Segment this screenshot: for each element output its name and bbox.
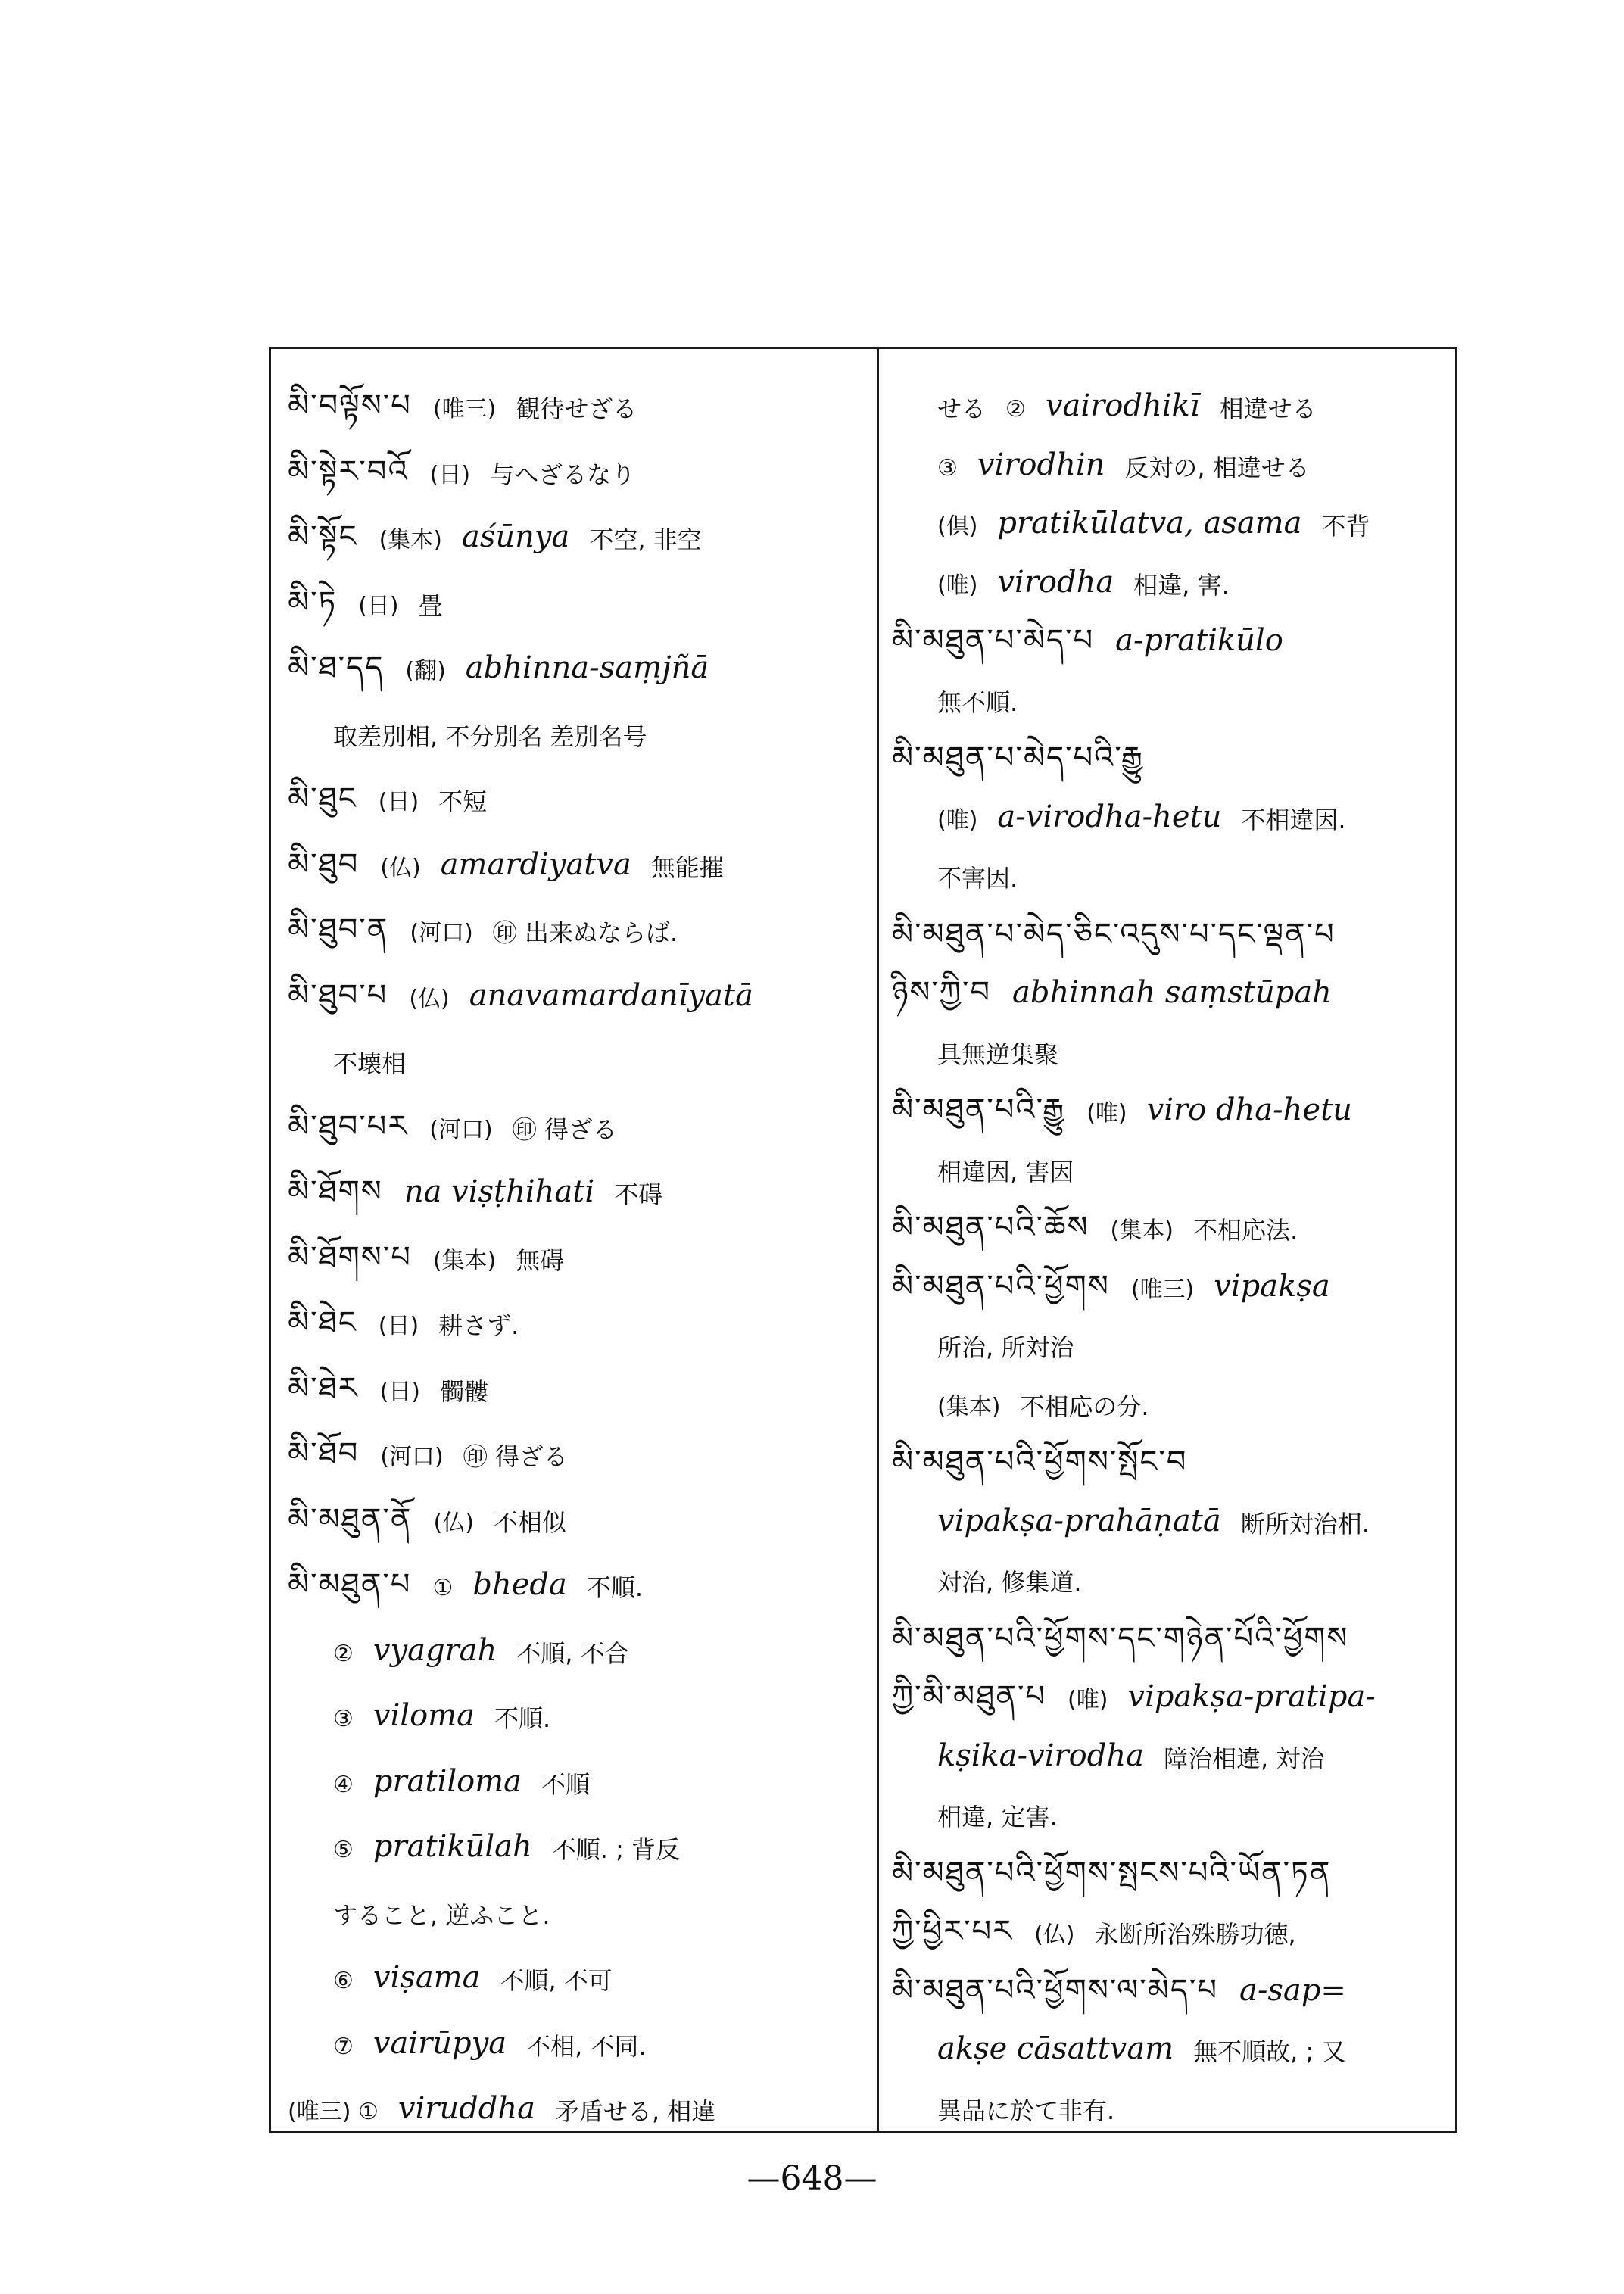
- source-tag: ②: [1005, 396, 1026, 422]
- japanese-gloss: 相違, 害.: [1133, 570, 1230, 600]
- tibetan-term: མི་ཐོབ: [288, 1436, 360, 1471]
- entry-line: [892, 1486, 1370, 1536]
- sanskrit-term: vairodhikī: [1045, 388, 1200, 423]
- japanese-gloss: 不壊相: [333, 1049, 407, 1078]
- entry-line: [892, 1721, 1324, 1771]
- tibetan-term: མི་མཐུན་པའི་རྒྱུ: [892, 1092, 1066, 1127]
- sanskrit-term: viruddha: [397, 2091, 535, 2126]
- japanese-gloss: 不短: [438, 787, 488, 816]
- japanese-gloss: せる: [937, 394, 987, 423]
- source-tag: (集本): [1110, 1217, 1174, 1244]
- source-tag: (日): [379, 1378, 420, 1405]
- japanese-gloss: 取差別相, 不分別名 差別名号: [333, 722, 647, 751]
- entry-line: [892, 1134, 1074, 1184]
- tibetan-term: མི་མཐུན་པའི་ཆོས: [892, 1210, 1089, 1245]
- japanese-gloss: 不順, 不可: [500, 1966, 613, 1995]
- entry-line: [288, 1288, 519, 1338]
- tibetan-term: མི་མཐུན་པའི་ཕྱོགས་དང་གཉེན་པོའི་ཕྱོགས: [892, 1620, 1349, 1656]
- tibetan-term: མི་མཐུན་པ་མེད་ཅིང་འདུས་པ་དང་ལྡན་པ: [892, 916, 1336, 952]
- sanskrit-term: abhinnah saṃstūpah: [1012, 975, 1332, 1010]
- japanese-gloss: 無不順故, ; 又: [1193, 2037, 1346, 2066]
- entry-line: [288, 371, 637, 421]
- tibetan-term: མི་མཐུན་ནོ: [288, 1501, 413, 1537]
- source-tag: (日): [378, 1313, 419, 1339]
- japanese-gloss: 矛盾せる, 相違: [554, 2097, 716, 2126]
- source-tag: (仏): [380, 854, 421, 881]
- tibetan-term: མི་ཐུབ་པ: [288, 977, 388, 1013]
- tibetan-term: ཀྱི་མི་མཐུན་པ: [892, 1679, 1046, 1714]
- source-tag: (唯): [1086, 1100, 1127, 1127]
- sanskrit-term: viloma: [372, 1698, 475, 1733]
- japanese-gloss: 相違せる: [1219, 394, 1317, 423]
- sanskrit-term: a-sap=: [1239, 1972, 1346, 2008]
- japanese-gloss: 不順.: [586, 1573, 644, 1602]
- japanese-gloss: すること, 逆ふこと.: [333, 1900, 550, 1930]
- entry-line: [892, 958, 1351, 1008]
- japanese-gloss: 畳: [418, 591, 443, 620]
- japanese-gloss: 相違, 定害.: [937, 1803, 1058, 1831]
- japanese-gloss: ㊞ 得ざる: [463, 1442, 568, 1471]
- entry-line: [288, 699, 647, 749]
- japanese-gloss: 無不順.: [937, 687, 1018, 717]
- sanskrit-term: vipakṣa-pratipa-: [1127, 1679, 1376, 1714]
- japanese-gloss: 不空, 非空: [589, 525, 702, 554]
- source-tag: ②: [333, 1640, 354, 1667]
- sanskrit-term: a-virodha-hetu: [997, 799, 1222, 834]
- source-tag: (河口): [410, 920, 473, 946]
- tibetan-term: མི་ཐ་དད: [288, 650, 385, 685]
- japanese-gloss: 無碍: [516, 1245, 565, 1275]
- japanese-gloss: 不相応の分.: [1020, 1392, 1149, 1421]
- entry-line: [892, 1838, 1352, 1888]
- entry-line: [892, 1544, 1082, 1597]
- japanese-gloss: 具無逆集聚: [937, 1039, 1059, 1069]
- tibetan-term: མི་མཐུན་པ་མེད་པའི་རྒྱུ: [892, 740, 1144, 775]
- sanskrit-term: viro dha-hetu: [1146, 1092, 1352, 1127]
- japanese-gloss: 不相, 不同.: [526, 2031, 647, 2061]
- entry-line: [288, 1943, 613, 1993]
- entry-line: [892, 2014, 1345, 2064]
- japanese-gloss: 不碍: [614, 1180, 663, 1209]
- entry-line: [892, 1604, 1370, 1656]
- source-tag: (唯): [937, 806, 978, 834]
- entry-line: [288, 2074, 715, 2124]
- entry-line: [288, 633, 728, 683]
- entry-line: [892, 782, 1346, 832]
- source-tag: (唯): [937, 572, 978, 599]
- entry-line: [892, 547, 1230, 600]
- tibetan-term: ཀྱི་ཕྱིར་པར: [892, 1914, 1014, 1949]
- japanese-gloss: 不順: [541, 1769, 591, 1799]
- entry-line: [892, 1779, 1058, 1829]
- source-tag: (仏): [1034, 1922, 1075, 1948]
- source-tag: ①: [432, 1575, 454, 1601]
- source-tag: ⑦: [333, 2033, 354, 2060]
- entry-line: [892, 665, 1018, 715]
- entry-line: [288, 1878, 550, 1928]
- japanese-gloss: 不順, 不合: [516, 1638, 629, 1668]
- entry-line: [892, 1662, 1395, 1712]
- japanese-gloss: 永断所治殊勝功徳,: [1094, 1920, 1296, 1949]
- source-tag: (唯三): [1130, 1276, 1195, 1303]
- entry-line: [892, 1427, 1208, 1477]
- source-tag: (集本): [379, 527, 442, 553]
- entry-line: [892, 1192, 1298, 1245]
- sanskrit-term: a-pratikūlo: [1115, 623, 1283, 658]
- japanese-gloss: 所治, 所対治: [937, 1333, 1074, 1362]
- entry-line: [288, 2009, 647, 2059]
- entry-line: [288, 1812, 680, 1862]
- tibetan-term: མི་ཐུབ་ན: [288, 912, 389, 947]
- japanese-gloss: 不相違因.: [1241, 805, 1346, 834]
- source-tag: (仏): [409, 985, 450, 1012]
- entry-line: [892, 488, 1370, 541]
- entry-line: [288, 1550, 643, 1600]
- sanskrit-term: na viṣṭhihati: [404, 1174, 595, 1209]
- entry-line: [892, 899, 1357, 952]
- source-tag: (翻): [405, 658, 446, 684]
- japanese-gloss: 異品に於て非有.: [937, 2096, 1115, 2125]
- tibetan-term: མི་མཐུན་པ་མེད་པ: [892, 623, 1095, 658]
- source-tag: (日): [429, 461, 471, 488]
- source-tag: (集本): [937, 1393, 1001, 1420]
- entry-line: [288, 1419, 568, 1469]
- entry-line: [288, 764, 487, 814]
- source-tag: (日): [358, 592, 399, 619]
- tibetan-term: མི་མཐུན་པའི་ཕྱོགས: [892, 1268, 1110, 1304]
- entry-line: [892, 371, 1317, 421]
- entry-line: [288, 1747, 590, 1797]
- source-tag: (日): [378, 789, 419, 815]
- sanskrit-term: vyagrah: [372, 1632, 497, 1668]
- entry-line: [288, 502, 702, 552]
- entry-line: [288, 961, 773, 1011]
- entry-line: [892, 606, 1303, 656]
- source-tag: (唯): [1068, 1687, 1108, 1713]
- tibetan-term: མི་སྟོང: [288, 519, 358, 554]
- sanskrit-term: virodha: [997, 564, 1114, 600]
- sanskrit-term: aśūnya: [461, 519, 570, 554]
- entry-line: [288, 895, 678, 945]
- japanese-gloss: 障治相違, 対治: [1163, 1744, 1325, 1773]
- source-tag: ③: [937, 454, 958, 482]
- sanskrit-term: pratiloma: [372, 1763, 522, 1799]
- japanese-gloss: 不相応法.: [1192, 1216, 1298, 1245]
- tibetan-term: མི་མཐུན་པའི་ཕྱོགས་སྤངས་པའི་ཡོན་ཏན: [892, 1855, 1332, 1890]
- japanese-gloss: 耕さず.: [438, 1311, 519, 1340]
- japanese-gloss: 不順.: [494, 1704, 551, 1733]
- entry-line: [288, 1485, 566, 1535]
- japanese-gloss: 無能摧: [650, 852, 724, 882]
- source-tag: ⑤: [333, 1837, 354, 1863]
- japanese-gloss: 不相似: [493, 1507, 566, 1537]
- tibetan-term: མི་ཐུབ: [288, 846, 360, 882]
- entry-line: [892, 1075, 1372, 1125]
- tibetan-term: མི་མཐུན་པ: [288, 1567, 412, 1602]
- sanskrit-term: abhinna-saṃjñā: [465, 650, 709, 685]
- sanskrit-term: akṣe cāsattvam: [937, 2031, 1174, 2066]
- sanskrit-term: pratikūlah: [372, 1829, 532, 1864]
- entry-line: [288, 1157, 662, 1207]
- entry-line: [892, 723, 1165, 773]
- entry-line: [288, 568, 443, 618]
- tibetan-term: མི་ཐེང: [288, 1305, 357, 1340]
- tibetan-term: མི་ཐེར: [288, 1370, 359, 1406]
- sanskrit-term: kṣika-virodha: [937, 1738, 1144, 1773]
- page-number: —648—: [747, 2159, 877, 2198]
- sanskrit-term: virodhin: [977, 447, 1105, 482]
- entry-line: [288, 1681, 550, 1731]
- sanskrit-term: vairūpya: [372, 2025, 507, 2061]
- entry-line: [288, 1223, 564, 1273]
- tibetan-term: མི་ཐོགས: [288, 1174, 383, 1209]
- source-tag: (集本): [432, 1247, 497, 1274]
- source-tag: (唯三) ①: [288, 2099, 379, 2125]
- japanese-gloss: ㊞ 出来ぬならば.: [492, 918, 678, 947]
- entry-line: [892, 1956, 1366, 2006]
- entry-line: [288, 830, 724, 880]
- japanese-gloss: 断所対治相.: [1240, 1509, 1370, 1538]
- sanskrit-term: pratikūlatva, asama: [997, 506, 1302, 541]
- tibetan-term: མི་བལྟོས་པ: [288, 388, 412, 423]
- japanese-gloss: 相違因, 害因: [937, 1157, 1074, 1186]
- entry-line: [288, 1026, 406, 1076]
- tibetan-term: མི་ཏེ: [288, 584, 338, 620]
- entry-line: [288, 1616, 629, 1666]
- source-tag: (河口): [380, 1444, 444, 1470]
- entry-line: [892, 430, 1310, 480]
- entry-line: [892, 1310, 1074, 1360]
- source-tag: (河口): [429, 1116, 493, 1143]
- entry-line: [288, 1354, 488, 1404]
- japanese-gloss: 不順. ; 背反: [551, 1835, 681, 1864]
- sanskrit-term: viṣama: [372, 1960, 481, 1995]
- sanskrit-term: vipakṣa: [1214, 1268, 1330, 1304]
- source-tag: ③: [333, 1706, 354, 1732]
- entry-line: [892, 840, 1018, 893]
- source-tag: ④: [333, 1771, 354, 1798]
- source-tag: (唯三): [432, 396, 497, 422]
- sanskrit-term: amardiyatva: [440, 846, 631, 882]
- entry-line: [892, 1017, 1058, 1067]
- entry-line: [892, 1251, 1350, 1304]
- source-tag: (倶): [937, 513, 978, 540]
- sanskrit-term: anavamardanīyatā: [469, 977, 753, 1013]
- tibetan-term: མི་མཐུན་པའི་ཕྱོགས་སྤོང་བ: [892, 1445, 1188, 1479]
- sanskrit-term: vipakṣa-prahāṇatā: [937, 1503, 1221, 1538]
- tibetan-term: མི་སྟེར་བའོ: [288, 454, 409, 489]
- japanese-gloss: 与へざるなり: [490, 460, 636, 489]
- entry-line: [892, 1369, 1149, 1419]
- source-tag: ⑥: [333, 1968, 354, 1994]
- column-divider: [877, 347, 879, 2133]
- japanese-gloss: 髑髏: [439, 1376, 488, 1406]
- tibetan-term: ཉིས་ཀྱི་བ: [892, 975, 991, 1010]
- japanese-gloss: 不害因.: [937, 864, 1018, 893]
- japanese-gloss: 不背: [1321, 512, 1370, 541]
- japanese-gloss: 対治, 修集道.: [937, 1568, 1082, 1597]
- tibetan-term: མི་ཐུབ་པར: [288, 1108, 409, 1144]
- entry-line: [288, 437, 635, 487]
- entry-line: [892, 1897, 1296, 1949]
- japanese-gloss: 反対の, 相違せる: [1124, 453, 1310, 482]
- entry-line: [892, 2073, 1114, 2123]
- japanese-gloss: ㊞ 得ざる: [512, 1114, 617, 1144]
- japanese-gloss: 観待せざる: [516, 394, 637, 423]
- source-tag: (仏): [433, 1509, 474, 1536]
- tibetan-term: མི་ཐོགས་པ: [288, 1239, 412, 1275]
- entry-line: [288, 1092, 617, 1142]
- sanskrit-term: bheda: [472, 1567, 567, 1602]
- tibetan-term: མི་ཐུང: [288, 781, 357, 816]
- tibetan-term: མི་མཐུན་པའི་ཕྱོགས་ལ་མེད་པ: [892, 1972, 1218, 2008]
